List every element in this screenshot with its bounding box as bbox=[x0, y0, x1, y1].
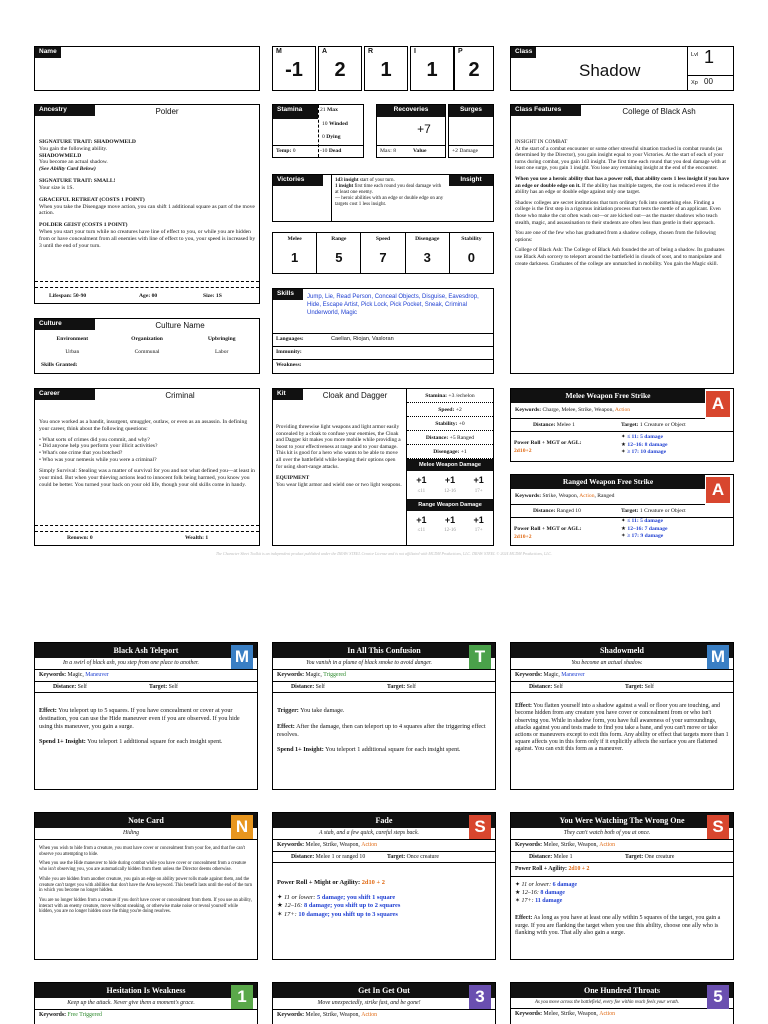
card-you-were-watching-the-wrong-one[interactable]: You Were Watching The Wrong One S They can't watch both of you at once. Keywords: Melee, Strike, Weapon, Action Distance: Melee 1 Target: One creature Power Roll + Agility: 2d10 + 2 ✦ 11 or lower: 6 damage ★ 12–16: 8 damage ✶ 17+: 11 damage Effect: As long as you have at least one ally within 5 squares of the target, you gain a surge. If you are flanking the target when you use this ability, choose one ally who is flanking with you. That ally also gain a surge. bbox=[510, 812, 734, 960]
melee-free-strike-card[interactable]: Melee Weapon Free Strike A Keywords: Charge, Melee, Strike, Weapon, Action Distance: Melee 1 Target: 1 Creature or Object Power Roll + MGT or AGL: 2d10+2 ✦ ≤ 11: 5 damage ★ 12–16: 8 damage ✶ ≥ 17: 10 damage bbox=[510, 388, 734, 462]
level-value: 1 bbox=[704, 47, 715, 67]
upbringing-label: Upbringing bbox=[207, 336, 236, 342]
class-features-label: Class Features bbox=[511, 105, 581, 116]
melee-stat: Melee 1 bbox=[273, 233, 317, 273]
footer-legal: The Character Sheet Toolkit is an independent product published under the DRAW STEEL Creator License and is not affiliated with MCDM Productions, LLC. DRAW STEEL © 2024 MCDM Productions, LLC. bbox=[215, 551, 553, 556]
career-story: Simply Survival: Stealing was a matter of survival for you and not what defined you—at least in your mind. But when your thieving actions lead to innocent folk being harmed, you know you could be better. You turned your back on your old life, though your old skills come in handy. bbox=[39, 467, 255, 488]
environment-label: Environment bbox=[56, 336, 89, 342]
stamina-label: Stamina bbox=[273, 105, 318, 119]
ancestry-value: Polder bbox=[155, 107, 179, 116]
action-badge: A bbox=[706, 391, 730, 417]
size: Size: 1S bbox=[203, 293, 222, 299]
card-title: You Were Watching The Wrong One bbox=[511, 813, 733, 828]
class-value: Shadow bbox=[579, 61, 641, 80]
ancestry-box bbox=[34, 104, 260, 304]
career-label: Career bbox=[35, 389, 95, 400]
card-one-hundred-throats[interactable]: One Hundred Throats 5 As you move across the battlefield, every foe within reach feels your wrath. Keywords: Melee, Strike, Weapon, Action bbox=[510, 982, 734, 1024]
languages-value: Caelian, Riojan, Vasloran bbox=[331, 336, 394, 342]
culture-value: Culture Name bbox=[155, 321, 205, 330]
card-title: Black Ash Teleport bbox=[35, 643, 257, 658]
card-note-hiding[interactable]: Note Card N Hiding When you wish to hide from a creature, you must have cover or concealment from your foe, and that foe can't observe you attempting to hide. When you use the Hide maneuver to hide during combat while you have cover or concealment from a creature who isn't observing you, you are automatically hidden from them unless the Director deems otherwise. While you are hidden from another creature, you gain an edge on ability power rolls made against them, and the creature can't target you with abilities that don't have the Area keyword. This benefit lasts until the end of the turn in which you become no longer hidden. You are no longer hidden from a creature if you don't have cover or concealment from them. If you use an ability, interact with an enemy creature, move without sneaking, or otherwise make noise or reveal yourself while hidden, you are no longer hidden once the thing you're doing resolves. bbox=[34, 812, 258, 960]
victories-label: Victories bbox=[273, 175, 323, 186]
card-get-in-get-out[interactable]: Get In Get Out 3 Move unexpectedly, strike fast, and be gone! Keywords: Melee, Strike, Weapon, Action bbox=[272, 982, 496, 1024]
name-box[interactable] bbox=[34, 46, 260, 91]
kit-label: Kit bbox=[273, 389, 303, 400]
melee-tiers: ✦ ≤ 11: 5 damage ★ 12–16: 8 damage ✶ ≥ 17: 10 damage bbox=[621, 434, 668, 456]
lifespan: Lifespan: 50-90 bbox=[49, 293, 87, 299]
triggered-badge: T bbox=[469, 645, 491, 669]
xp-value: 00 bbox=[704, 77, 713, 86]
note-badge: N bbox=[231, 815, 253, 839]
skills-box bbox=[272, 288, 494, 374]
disengage-stat: Disengage 3 bbox=[406, 233, 450, 273]
wealth: Wealth: 1 bbox=[185, 535, 209, 541]
surge-damage: +2 Damage bbox=[452, 148, 478, 154]
skills-label: Skills bbox=[273, 289, 303, 300]
card-title: Note Card bbox=[35, 813, 257, 828]
upbringing-value: Labor bbox=[215, 349, 229, 355]
surges-box[interactable] bbox=[448, 104, 494, 158]
career-value: Criminal bbox=[165, 391, 195, 400]
movement-box bbox=[272, 232, 494, 274]
kit-bonuses: Stamina: +3 /echelon Speed: +2 Stability: +0 Distance: +5 Ranged Disengage: +1 Melee Weapon Damage +1 +1 +1 ≤11 12-16 17+ Range Weapon Damage +1 +1 +1 ≤11 12-16 17+ bbox=[406, 389, 493, 545]
culture-label: Culture bbox=[35, 319, 95, 330]
card-fade[interactable]: Fade S A stab, and a few quick, careful steps back. Keywords: Melee, Strike, Weapon, Action Distance: Melee 1 or ranged 10 Target: Once creature Power Roll + Might or Agility: 2d10 + 2 ✦ 11 or lower: 5 damage; you shift 1 square ★ 12–16: 8 damage; you shift up to 2 squares ✶ 17+: 10 damage; you shift up to 3 squares bbox=[272, 812, 496, 960]
class-features-text: INSIGHT IN COMBAT At the start of a combat encounter or some other stressful situation tracked in combat rounds (as determined by the Director), you gain insight equal to your Victories. At the start of each of your turns during combat, you gain 1d3 insight. The first time each round that you deal damage with at least one surge, you gain 1 insight. You lose any remaining insight at the end of the encounter. When you use a heroic ability that has a power roll, that ability costs 1 less insight if you have an edge or double edge on it. If the ability has multiple targets, the cost is reduced even if the ability has an edge or double edge against only one target. Shadow colleges are secret institutions that turn ordinary folk into something else. Finding a college is the first step in a rigorous initiation process that tests the mettle of an applicant. Even those who make the cut often wash out—or are kicked out—as the master shadows who teach stealth, magic, and assassination to their students are often less than gentle in their approach. You are one of the few who has graduated from a shadow college, chosen from the following options: College of Black Ash: The College of Black Ash founded the art of being a shadow. Its graduates use Black Ash sorcery to teleport around the battlefield in clouds of soot, and to manipulate and create darkness. Graduates of the college are unmatched in mobility. You gain the Magic skill. bbox=[515, 139, 730, 267]
organization-value: Communal bbox=[134, 349, 160, 355]
speed-stat: Speed 7 bbox=[361, 233, 405, 273]
surges-label: Surges bbox=[449, 105, 493, 117]
ranged-free-strike-title: Ranged Weapon Free Strike bbox=[511, 475, 705, 489]
ancestry-traits: SIGNATURE TRAIT: SHADOWMELD You gain the following ability. SHADOWMELD You become an actual shadow. (See Ability Card Below) SIGNATURE TRAIT: SMALL! Your size is 1S. GRACEFUL RETREAT (COSTS 1 POINT) When you take the Disengage move action, you can shift 1 additional square as part of the move action. POLDER GEIST (COSTS 1 POINT) When you start your turn while no creatures have line of effect to you, or while you are hidden from or have concealment from all enemies with line of effect to you, your speed is increased by 3 until the end of your turn. bbox=[39, 139, 256, 249]
maneuver-badge: M bbox=[231, 645, 253, 669]
organization-label: Organization bbox=[131, 336, 163, 342]
insight-label: Insight bbox=[449, 175, 493, 186]
card-hesitation-is-weakness[interactable]: Hesitation Is Weakness 1 Keep up the attack. Never give them a moment's grace. Keywords: Free Triggered bbox=[34, 982, 258, 1024]
recovery-value: +7 bbox=[417, 122, 431, 136]
skills-list: Jump, Lie, Read Person, Conceal Objects, Disguise, Eavesdrop, Hide, Escape Artist, Pick Lock, Pick Pocket, Sneak, Criminal Underworld, Magic bbox=[307, 294, 479, 316]
char-might[interactable]: M -1 bbox=[272, 46, 316, 91]
class-label: Class bbox=[511, 47, 536, 58]
stamina-box[interactable]: Stamina 21 Max 10 Winded 0 Dying Temp: 0 -10 Dead bbox=[272, 104, 364, 158]
maneuver-badge: M bbox=[707, 645, 729, 669]
age: Age: 00 bbox=[139, 293, 158, 299]
weakness-label: Weakness: bbox=[276, 362, 302, 368]
card-black-ash-teleport[interactable]: Black Ash Teleport M In a swirl of black ash, you step from one place to another. Keywords: Magic, Maneuver Distance: Self Target: Self Effect: You teleport up to 5 squares. If you have concealment or cover at your destination, you can use the Hide maneuver even if you are observed. If you hide using this maneuver, you gain a surge. Spend 1+ Insight: You teleport 1 additional square for each insight spent. bbox=[34, 642, 258, 790]
cost-badge: 5 bbox=[707, 985, 729, 1009]
level-box[interactable]: Lvl 1 Xp 00 bbox=[687, 47, 733, 90]
card-shadowmeld[interactable]: Shadowmeld M You become an actual shadow. Keywords: Magic, Maneuver Distance: Self Target: Self Effect: You flatten yourself into a shadow against a wall or floor you are touching, and become hidden from any creature you have cover or concealment from or who isn't observing you. While in shadow form, you have full awareness of your surroundings, attacks against you and tests made to find you take a bane, and you can't move or take actions or maneuvers except to exit this form. Any ability or effect that targets more than 1 square affects you in this form only if it explicitly affects the surface you are flattened against. You can exit this form as a maneuver. bbox=[510, 642, 734, 790]
renown: Renown: 0 bbox=[67, 535, 93, 541]
class-box[interactable] bbox=[510, 46, 734, 91]
recoveries-label: Recoveries bbox=[377, 105, 445, 117]
career-box: Career Criminal You once worked as a bandit, insurgent, smuggler, outlaw, or even as an assassin. In defining your career, think about the following questions: • What sorts of crimes did you commit, and why? • Did anyone help you perform your illicit activities? • What's one crime that you botched? • Who was your nemesis while you were a criminal? Simply Survival: Stealing was a matter of survival for you and not what defined you—at least in your mind. But when your thieving actions lead to innocent folk being harmed, you know you could be better. You turned your back on your old life, though your old skills come in handy. Renown: 0 Wealth: 1 bbox=[34, 388, 260, 546]
stability-stat: Stability 0 bbox=[461, 236, 482, 265]
skills-granted-label: Skills Granted: bbox=[41, 362, 78, 368]
kit-description: Providing threewise light weapons and light armor easily concealed by a cloak to confuse your enemies, the Cloak and Dagger kit makes you more mobile while providing a boost to your effectiveness at range and to your damage. This kit is good for a hero who wants to be able to move all over the battlefield while keeping their options open for using short-range attacks. EQUIPMENT You wear light armor and wield one or two light weapons. bbox=[276, 424, 402, 488]
name-label: Name bbox=[35, 47, 61, 58]
card-title: Fade bbox=[273, 813, 495, 828]
ranged-free-strike-card[interactable]: Ranged Weapon Free Strike A Keywords: Strike, Weapon, Action, Ranged Distance: Ranged 10 Target: 1 Creature or Object Power Roll + MGT or AGL: 2d10+2 ✦ ≤ 11: 5 damage ★ 12–16: 7 damage ✶ ≥ 17: 9 damage bbox=[510, 474, 734, 546]
char-intuition[interactable]: I 1 bbox=[410, 46, 454, 91]
melee-free-strike-title: Melee Weapon Free Strike bbox=[511, 389, 705, 403]
card-title: Hesitation Is Weakness bbox=[35, 983, 257, 998]
career-intro: You once worked as a bandit, insurgent, smuggler, outlaw, or even as an assassin. In defining your career, think about the following questions: bbox=[39, 419, 248, 432]
action-badge: A bbox=[706, 477, 730, 503]
subclass-value: College of Black Ash bbox=[622, 107, 696, 116]
environment-value: Urban bbox=[65, 349, 80, 355]
ranged-tiers: ✦ ≤ 11: 5 damage ★ 12–16: 7 damage ✶ ≥ 17: 9 damage bbox=[621, 518, 668, 540]
kit-box bbox=[272, 388, 494, 546]
signature-badge: S bbox=[707, 815, 729, 839]
kit-value: Cloak and Dagger bbox=[322, 391, 388, 400]
card-in-all-this-confusion[interactable]: In All This Confusion T You vanish in a plume of black smoke to avoid danger. Keywords: Magic, Triggered Distance: Self Target: Self Trigger: You take damage. Effect: After the damage, then can teleport up to 4 squares after the triggering effect resolves. Spend 1+ Insight: You teleport 1 additional square for each insight spent. bbox=[272, 642, 496, 790]
recoveries-box[interactable]: Recoveries +7 Max: 8 Value bbox=[376, 104, 446, 158]
ancestry-label: Ancestry bbox=[35, 105, 95, 116]
signature-badge: S bbox=[469, 815, 491, 839]
victories-insight-box[interactable] bbox=[272, 174, 494, 222]
culture-box bbox=[34, 318, 260, 374]
immunity-label: Immunity: bbox=[276, 349, 302, 355]
languages-label: Languages: bbox=[276, 336, 304, 342]
card-title: Get In Get Out bbox=[273, 983, 495, 998]
melee-damage-header: Melee Weapon Damage bbox=[407, 459, 493, 471]
range-damage-header: Range Weapon Damage bbox=[407, 499, 493, 511]
char-reason[interactable]: R 1 bbox=[364, 46, 408, 91]
class-features-box bbox=[510, 104, 734, 374]
range-stat: Range 5 bbox=[317, 233, 361, 273]
cost-badge: 3 bbox=[469, 985, 491, 1009]
card-title: In All This Confusion bbox=[273, 643, 495, 658]
char-presence[interactable]: P 2 bbox=[454, 46, 494, 91]
card-title: One Hundred Throats bbox=[511, 983, 733, 998]
char-agility[interactable]: A 2 bbox=[318, 46, 362, 91]
card-title: Shadowmeld bbox=[511, 643, 733, 658]
insight-rules: 1d3 insight start of your turn. 1 insight first time each round you deal damage with at least one enemy. — heroic abilities with an edge or double edge on any targets cost 1 less insight. bbox=[335, 178, 444, 208]
cost-badge: 1 bbox=[231, 985, 253, 1009]
